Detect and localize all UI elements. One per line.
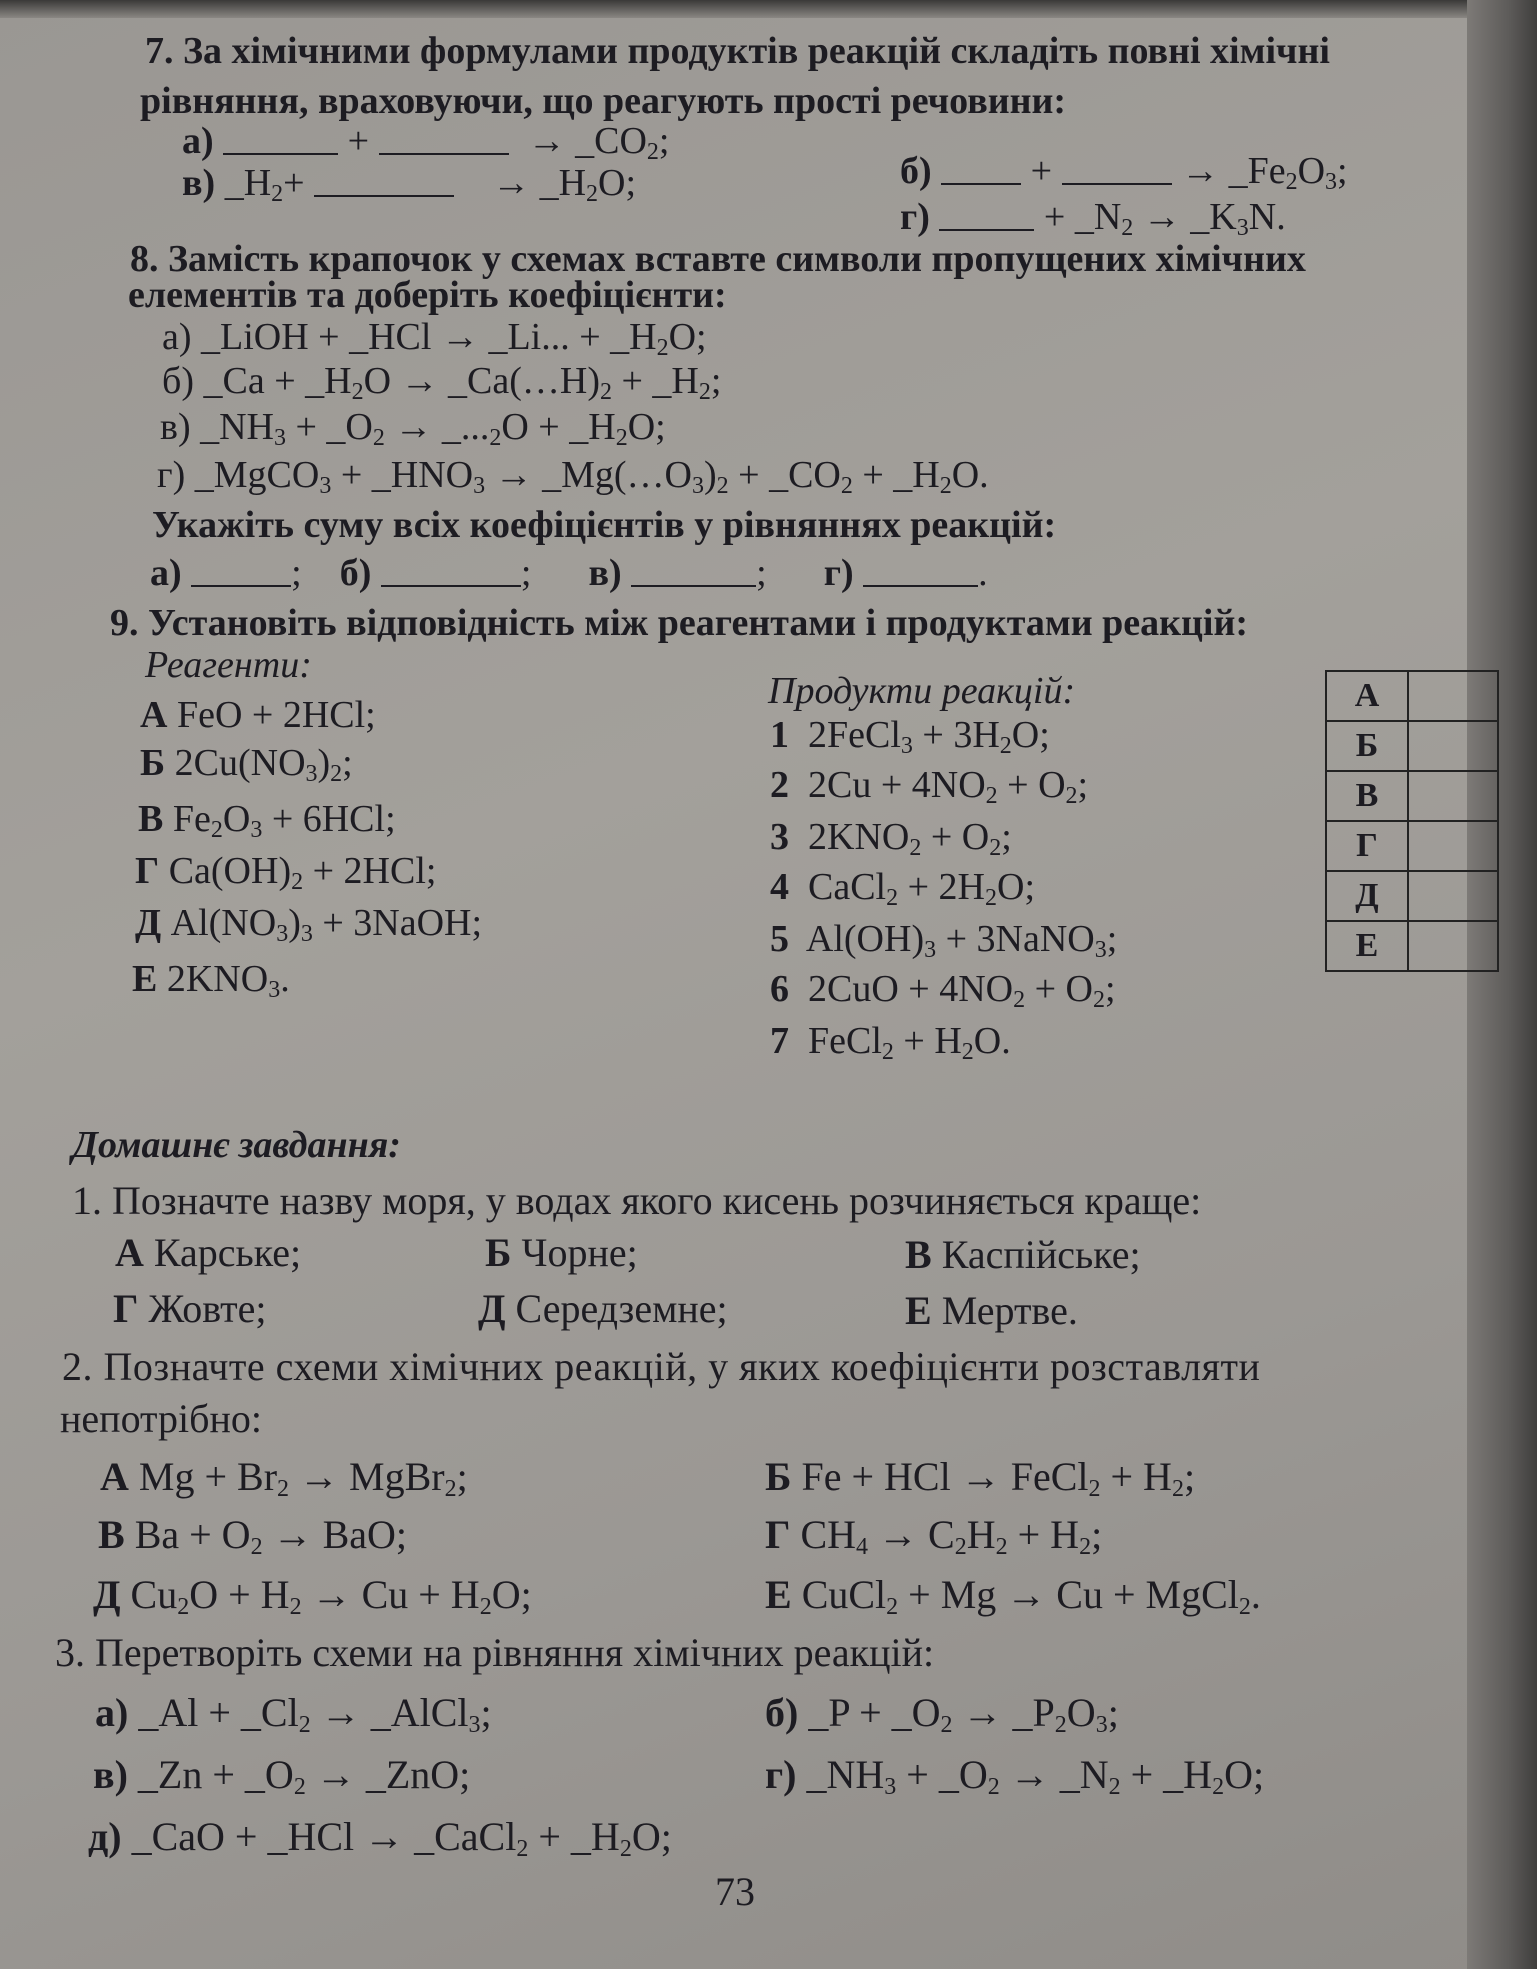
- page-number: 73: [715, 1869, 755, 1914]
- answer-letter: А: [1326, 671, 1408, 721]
- task8-equation-g: г) _MgCO$_3$ + $\_HNO_3$ → $\_Mg(\dots O_3)_2$ + $\_CO_2$ + $\_H_2O$.: [157, 454, 989, 499]
- q2-option-b: Б Fe + HCl → FeCl$_2$ + $H_2$;: [765, 1454, 1196, 1502]
- product-item: 5 $Al(OH)_3$ + 3NaNO$_3$;: [770, 918, 1118, 963]
- reagent-item: В $Fe_2O_3 + 6HCl$;: [138, 798, 396, 843]
- answer-letter: Е: [1326, 921, 1408, 971]
- reagent-item: Е $2KNO_3$.: [132, 958, 290, 1003]
- q3-equation-b: б) _P + $\_O_2$ → $\_P_2O_3$;: [765, 1690, 1119, 1738]
- task9-intro: 9. Установіть відповідність між реагентами і продуктами реакцій:: [110, 602, 1249, 644]
- task8-equation-v: в) $\_NH_3$ + $\_O_2$ → $\_..._2O$ + $\_H_2O$;: [160, 406, 666, 451]
- answer-letter: Д: [1326, 871, 1408, 921]
- product-item: 7 FeCl$_2$ + $H_2O$.: [770, 1020, 1011, 1065]
- task8-intro-line2: елементів та доберіть коефіцієнти:: [128, 274, 727, 316]
- task8-sum-prompt: Укажіть суму всіх коефіцієнтів у рівняннях реакцій:: [152, 504, 1057, 546]
- q1-option: В Каспійське;: [905, 1232, 1141, 1277]
- task7-intro-line2: рівняння, враховуючи, що реагують прості речовини:: [140, 80, 1067, 122]
- answer-cell[interactable]: [1408, 921, 1498, 971]
- q1-option: Е Мертве.: [905, 1288, 1078, 1333]
- task7-item-g: $г) + \_N_2$ → $\_K_3N$.: [900, 196, 1286, 241]
- q2-option-a: А $Mg + Br_2$ → MgBr$_2$;: [100, 1454, 468, 1502]
- reagent-item: Д $Al(NO_3)_3$ + 3NaOH;: [135, 902, 483, 947]
- task8-equation-a: а) _LiOH + _HCl → _Li... + $\_H_2O$;: [162, 316, 707, 361]
- answer-table: [1325, 670, 1499, 972]
- homework-title: Домашнє завдання:: [72, 1124, 401, 1166]
- products-heading: Продукти реакцій:: [768, 670, 1076, 712]
- answer-cell[interactable]: [1408, 721, 1498, 771]
- homework-q2-line2: непотрібно:: [60, 1396, 262, 1441]
- q3-equation-a: а) _Al + $\_Cl_2$ → _AlCl$_3$;: [95, 1690, 492, 1738]
- product-item: 1 2FeCl$_3$ + $3H_2O$;: [770, 714, 1050, 759]
- q2-option-g: Г $CH_4 \to C_2H_2 + H_2$;: [765, 1512, 1103, 1560]
- task7-item-a: а) + → $\_CO_2$;: [182, 120, 670, 165]
- q2-option-v: В $Ba + O_2$ → BaO;: [98, 1512, 408, 1560]
- reagent-item: А FeO + 2HCl;: [140, 694, 376, 736]
- reagent-item: Б $2Cu(NO_3)_2$;: [140, 742, 353, 787]
- answer-cell[interactable]: [1408, 871, 1498, 921]
- product-item: 3 $2KNO_2 + O_2$;: [770, 816, 1012, 861]
- q3-equation-d: д) _CaO + _HCl → _CaCl$_2$ + $\_H_2O$;: [88, 1814, 672, 1862]
- q2-option-d: Д $Cu_2O + H_2 \to Cu + H_2O$;: [93, 1572, 532, 1620]
- product-item: 2 $2Cu + 4NO_2 + O_2$;: [770, 764, 1089, 809]
- answer-letter: Г: [1326, 821, 1408, 871]
- homework-q2-line1: 2. Позначте схеми хімічних реакцій, у яких коефіцієнти розставляти: [62, 1344, 1261, 1389]
- answer-cell[interactable]: [1408, 821, 1498, 871]
- page-top-shadow: [0, 0, 1537, 18]
- q1-option: Д Середземне;: [478, 1286, 728, 1331]
- task7-item-b: б) + → $\_Fe_2O_3$;: [900, 150, 1348, 195]
- product-item: 4 CaCl$_2$ + $2H_2O$;: [770, 866, 1035, 911]
- q2-option-e: Е CuCl$_2$ + Mg → Cu + MgCl$_2$.: [765, 1572, 1261, 1620]
- q3-equation-v: в) _Zn + $\_O_2$ → _ZnO;: [93, 1752, 471, 1800]
- q1-option: Б Чорне;: [485, 1230, 638, 1275]
- reagent-item: Г $Ca(OH)_2 + 2HCl$;: [135, 850, 437, 895]
- answer-cell[interactable]: [1408, 671, 1498, 721]
- answer-letter: Б: [1326, 721, 1408, 771]
- answer-letter: В: [1326, 771, 1408, 821]
- task7-item-v: в) $\_H_2+$ → $\_H_2O$;: [182, 162, 637, 207]
- homework-q1: 1. Позначте назву моря, у водах якого кисень розчиняється краще:: [72, 1178, 1202, 1223]
- task8-sum-answers: а) ; б) ; в) ; г) .: [150, 552, 988, 594]
- task7-intro-line1: 7. За хімічними формулами продуктів реакцій складіть повні хімічні: [145, 30, 1330, 72]
- task8-equation-b: б) _Ca + $\_H_2O$ → $\_Ca(\dots H)_2$ + $\_H_2$;: [162, 360, 722, 405]
- q1-option: Г Жовте;: [113, 1286, 267, 1331]
- q1-option: А Карське;: [115, 1230, 302, 1275]
- homework-q3: 3. Перетворіть схеми на рівняння хімічних реакцій:: [55, 1630, 935, 1675]
- answer-cell[interactable]: [1408, 771, 1498, 821]
- book-edge: [1467, 0, 1537, 1969]
- reagents-heading: Реагенти:: [145, 644, 312, 686]
- task8-intro-line1: 8. Замість крапочок у схемах вставте символи пропущених хімічних: [130, 238, 1306, 280]
- q3-equation-g: г) $\_NH_3$ + $\_O_2$ → $\_N_2$ + $\_H_2O$;: [765, 1752, 1265, 1800]
- product-item: 6 $2CuO + 4NO_2 + O_2$;: [770, 968, 1116, 1013]
